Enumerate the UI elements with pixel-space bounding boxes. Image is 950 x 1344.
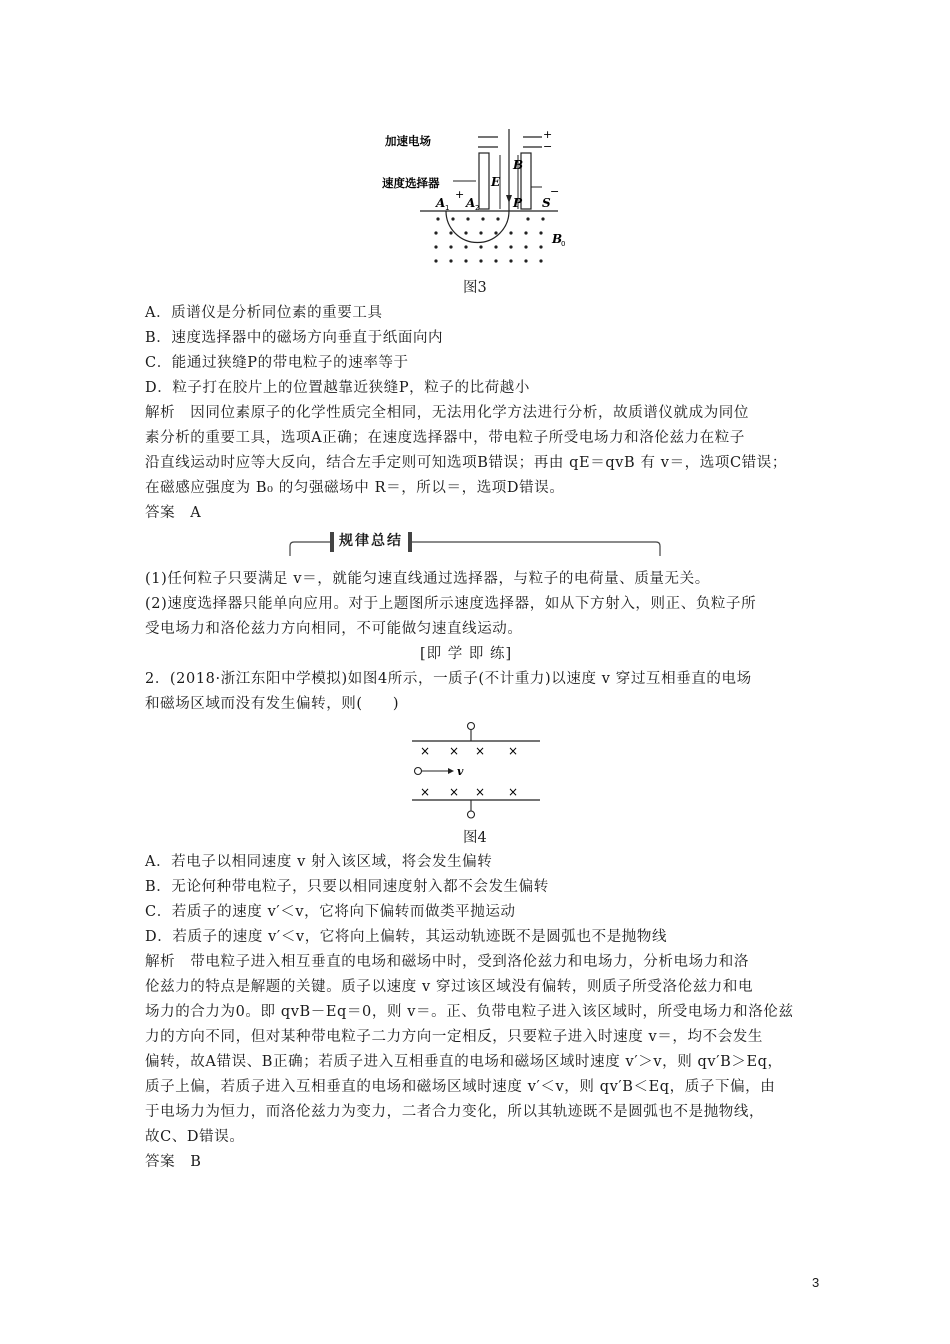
cross-mark: × bbox=[449, 744, 460, 758]
q2-analysis-line: 偏转，故A错误、B正确；若质子进入互相垂直的电场和磁场区域时速度 v′＞v，则 qv′B＞Eq， bbox=[145, 1054, 783, 1070]
minus-top: − bbox=[543, 140, 553, 153]
summary-line: (1)任何粒子只要满足 v＝，就能匀速直线通过选择器，与粒子的电荷量、质量无关。 bbox=[145, 571, 710, 587]
label-E: E bbox=[491, 175, 501, 189]
q1-option-d: D．粒子打在胶片上的位置越靠近狭缝P，粒子的比荷越小 bbox=[145, 380, 530, 396]
page-number: 3 bbox=[812, 1275, 820, 1290]
label-S: S bbox=[542, 196, 551, 210]
q2-analysis-line: 质子上偏，若质子进入互相垂直的电场和磁场区域时速度 v′＜v，则 qv′B＜Eq，质子下偏，由 bbox=[145, 1079, 776, 1095]
q1-answer: 答案 A bbox=[145, 505, 202, 521]
summary-line: 受电场力和洛伦兹力方向相同，不可能做匀速直线运动。 bbox=[145, 621, 523, 637]
label-A2: A bbox=[466, 196, 476, 210]
q1-analysis-line: 素分析的重要工具，选项A正确；在速度选择器中，带电粒子所受电场力和洛伦兹力在粒子 bbox=[145, 430, 745, 446]
q2-analysis-line: 伦兹力的特点是解题的关键。质子以速度 v 穿过该区域没有偏转，则质子所受洛伦兹力和电 bbox=[145, 979, 754, 995]
q2-answer: 答案 B bbox=[145, 1154, 202, 1170]
label-velocity-selector: 速度选择器 bbox=[382, 176, 440, 190]
cross-mark: × bbox=[508, 785, 519, 799]
q2-option-c: C．若质子的速度 v′＜v，它将向下偏转而做类平抛运动 bbox=[145, 904, 516, 920]
label-A2-sub: 2 bbox=[475, 204, 480, 212]
q1-option-a: A．质谱仪是分析同位素的重要工具 bbox=[145, 305, 383, 321]
q2-stem-line: 2．(2018·浙江东阳中学模拟)如图4所示，一质子(不计重力)以速度 v 穿过互相垂直的电场 bbox=[145, 671, 752, 687]
cross-mark: × bbox=[475, 785, 486, 799]
plus-top: + bbox=[543, 128, 553, 141]
q2-analysis-line: 解析 带电粒子进入相互垂直的电场和磁场中时，受到洛伦兹力和电场力，分析电场力和洛 bbox=[145, 954, 749, 970]
cross-mark: × bbox=[420, 744, 431, 758]
figure-3-caption: 图3 bbox=[463, 280, 487, 296]
cross-mark: × bbox=[420, 785, 431, 799]
summary-line: (2)速度选择器只能单向应用。对于上题图所示速度选择器，如从下方射入，则正、负粒子所 bbox=[145, 596, 757, 612]
q2-analysis-line: 场力的合力为0。即 qvB－Eq＝0，则 v＝。正、负带电粒子进入该区域时，所受电场力和洛伦兹 bbox=[145, 1004, 794, 1020]
minus-right: − bbox=[550, 185, 560, 198]
summary-title: 规律总结 bbox=[339, 533, 403, 549]
q2-stem-line: 和磁场区域而没有发生偏转，则( ) bbox=[145, 696, 400, 712]
velocity-label: v bbox=[457, 765, 464, 778]
label-A1: A bbox=[436, 196, 446, 210]
q2-analysis-line: 于电场力为恒力，而洛伦兹力为变力，二者合力变化，所以其轨迹既不是圆弧也不是抛物线， bbox=[145, 1104, 765, 1120]
q2-option-b: B．无论何种带电粒子，只要以相同速度射入都不会发生偏转 bbox=[145, 879, 549, 895]
cross-mark: × bbox=[475, 744, 486, 758]
q2-option-a: A．若电子以相同速度 v 射入该区域，将会发生偏转 bbox=[145, 854, 493, 870]
label-B0-sub: 0 bbox=[561, 240, 566, 248]
q1-option-b: B．速度选择器中的磁场方向垂直于纸面向内 bbox=[145, 330, 444, 346]
cross-mark: × bbox=[508, 744, 519, 758]
q1-analysis-line: 解析 因同位素原子的化学性质完全相同，无法用化学方法进行分析，故质谱仪就成为同位 bbox=[145, 405, 749, 421]
q1-analysis-line: 在磁感应强度为 B₀ 的匀强磁场中 R＝，所以＝，选项D错误。 bbox=[145, 480, 565, 496]
practice-heading: [即 学 即 练] bbox=[420, 646, 513, 662]
label-A1-sub: 1 bbox=[445, 204, 450, 212]
label-P: P bbox=[513, 196, 523, 210]
figure-3-mass-spectrometer bbox=[380, 125, 580, 273]
figure-4-crossed-fields bbox=[408, 718, 548, 824]
label-accel-field: 加速电场 bbox=[385, 134, 431, 148]
cross-mark: × bbox=[449, 785, 460, 799]
q2-analysis-line: 力的方向不同，但对某种带电粒子二力方向一定相反，只要粒子进入时速度 v＝，均不会发生 bbox=[145, 1029, 763, 1045]
label-B: B bbox=[513, 158, 524, 172]
figure-4-caption: 图4 bbox=[463, 830, 487, 846]
q2-option-d: D．若质子的速度 v′＜v，它将向上偏转，其运动轨迹既不是圆弧也不是抛物线 bbox=[145, 929, 668, 945]
label-B0: B bbox=[552, 232, 563, 246]
plus-left: + bbox=[455, 188, 465, 201]
q1-option-c: C．能通过狭缝P的带电粒子的速率等于 bbox=[145, 355, 409, 371]
q2-analysis-line: 故C、D错误。 bbox=[145, 1129, 245, 1145]
q1-analysis-line: 沿直线运动时应等大反向，结合左手定则可知选项B错误；再由 qE＝qvB 有 v＝，选项C错误； bbox=[145, 455, 787, 471]
